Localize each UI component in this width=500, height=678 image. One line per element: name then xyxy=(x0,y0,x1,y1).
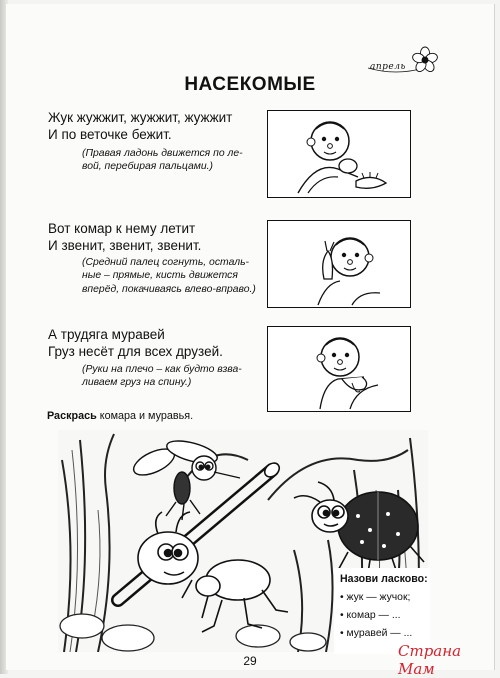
gesture-illustration-1 xyxy=(267,110,411,198)
verse-line: Жук жужжит, жужжит, жужжит xyxy=(48,110,233,125)
verse-line: Вот комар к нему летит xyxy=(48,221,196,236)
note-line: ные – прямые, кисть движется xyxy=(82,270,238,282)
note-line: ливаем груз на спину.) xyxy=(82,377,192,389)
note-line: (Правая ладонь движется по ле- xyxy=(82,148,243,159)
instruction-text: комара и муравья. xyxy=(96,410,194,422)
month-label: апрель xyxy=(370,62,406,72)
rhyme-2-instruction xyxy=(82,256,262,296)
rhyme-2-verse xyxy=(48,220,201,254)
note-line: вперёд, покачиваясь влево-вправо.) xyxy=(82,283,256,295)
coloring-instruction xyxy=(47,410,193,422)
rhyme-3-instruction xyxy=(82,363,262,390)
page-title: НАСЕКОМЫЕ xyxy=(184,74,316,95)
page-number: 29 xyxy=(243,654,257,668)
verse-line: И по веточке бежит. xyxy=(48,127,172,142)
gesture-illustration-2 xyxy=(267,220,411,308)
verse-line: А трудяга муравей xyxy=(48,327,165,342)
verse-line: Груз несёт для всех друзей. xyxy=(48,344,223,359)
callout-item: • комар — ... xyxy=(340,610,401,621)
child-beetle-gesture-drawing xyxy=(268,111,410,197)
instruction-bold: Раскрась xyxy=(47,410,97,422)
rhyme-1-verse xyxy=(48,109,232,143)
note-line: вой, перебирая пальцами.) xyxy=(82,161,213,173)
callout-item: • жук — жучок; xyxy=(340,592,411,603)
note-line: (Средний палец согнуть, осталь- xyxy=(82,257,250,268)
callout-item: • муравей — ... xyxy=(340,628,413,639)
callout-title: Назови ласково: xyxy=(340,573,428,585)
verse-line: И звенит, звенит, звенит. xyxy=(48,238,202,253)
gesture-illustration-3 xyxy=(267,326,411,412)
rhyme-1-instruction xyxy=(82,147,262,174)
watermark: Страна Мам xyxy=(398,642,462,678)
child-ant-gesture-drawing xyxy=(268,327,410,411)
child-mosquito-gesture-drawing xyxy=(268,221,410,307)
note-line: (Руки на плечо – как будто взва- xyxy=(82,364,242,375)
rhyme-3-verse xyxy=(48,326,223,360)
